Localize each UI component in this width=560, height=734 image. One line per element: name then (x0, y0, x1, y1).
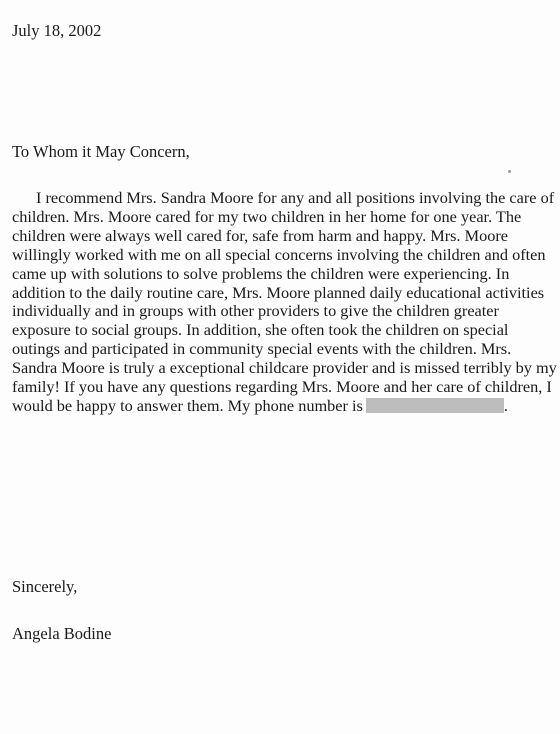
redacted-phone-number (366, 398, 504, 413)
letter-body-text: I recommend Mrs. Sandra Moore for any and all positions involving the care of children. Mrs. Moore cared for my two children in her home for one year. The children were always well cared for, safe from harm and happy. Mrs. Moore willingly worked with me on all special concerns involving the children and often came up with solutions to solve problems the children were experiencing. In addition to the daily routine care, Mrs. Moore planned daily educational activities individually and in groups with other providers to give the children greater exposure to social groups. In addition, she often took the children on special outings and participated in community special events with the children. Mrs. Sandra Moore is truly a exceptional childcare provider and is missed terribly by my family! If you have any questions regarding Mrs. Moore and her care of children, I would be happy to answer them. My phone number is (12, 188, 557, 415)
letter-signature: Angela Bodine (12, 624, 112, 643)
letter-body (12, 189, 557, 416)
letter-date: July 18, 2002 (12, 21, 102, 40)
letter-salutation: To Whom it May Concern, (12, 142, 190, 161)
scan-speck (508, 170, 511, 173)
letter-body-end: . (503, 395, 508, 415)
letter-closing: Sincerely, (12, 577, 78, 596)
